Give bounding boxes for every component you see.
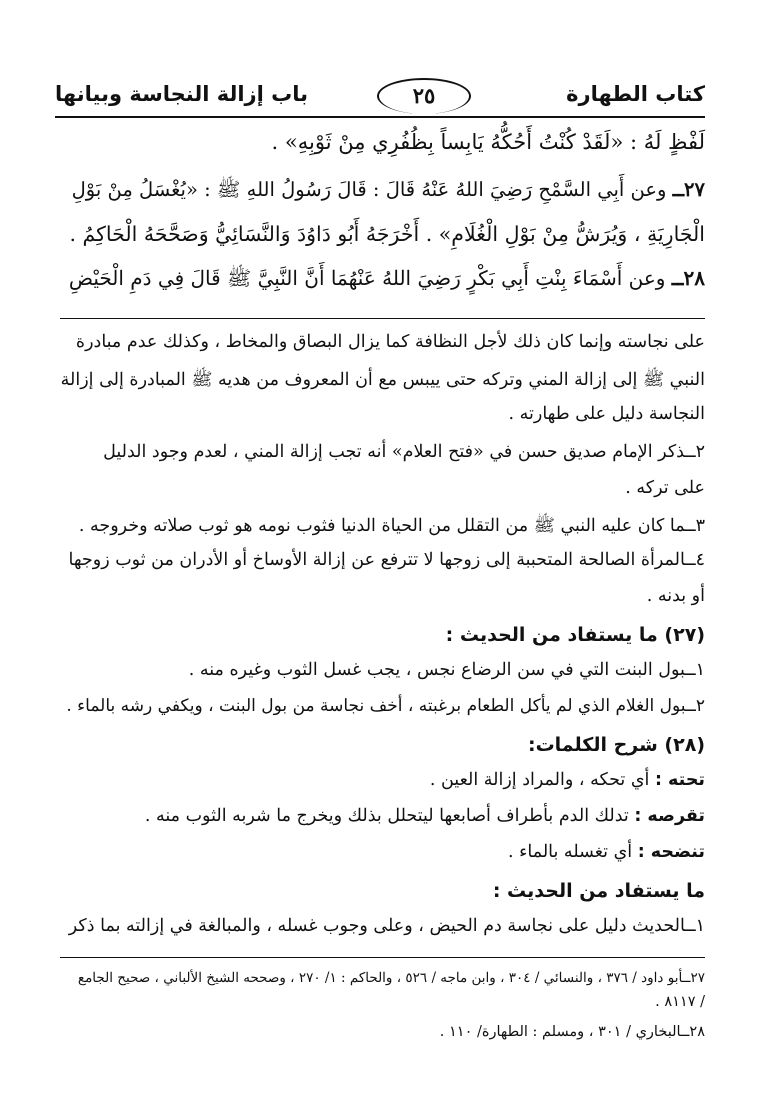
word-definition (60, 770, 705, 790)
note-line: النبي ﷺ إلى إزالة المني وتركه حتى ييبس مع أن المعروف من هديه ﷺ المبادرة إلى إزالة (60, 370, 705, 390)
section-heading: ما يستفاد من الحديث : (492, 880, 705, 902)
header-rule (55, 116, 705, 118)
note-line: ٣ــما كان عليه النبي ﷺ من التقلل من الحياة الدنيا فثوب نومه هو ثوب صلاته وخروجه . (78, 516, 705, 536)
definition-text: أي تغسله بالماء . (508, 842, 638, 862)
definition-text: تدلك الدم بأطراف أصابعها ليتحلل بذلك ويخرج ما شربه الثوب منه . (144, 806, 635, 826)
note-line: ٤ــالمرأة الصالحة المتحببة إلى زوجها لا تترفع عن إزالة الأوساخ أو الأدران من ثوب زوجها (68, 550, 705, 570)
note-line: على تركه . (625, 478, 705, 498)
word-definition (60, 806, 705, 826)
hadith-number: ٢٨ــ (671, 266, 705, 290)
section-divider (60, 318, 705, 319)
section-heading: (٢٧) ما يستفاد من الحديث : (445, 624, 705, 646)
hadith-27-line-1 (60, 178, 705, 206)
page-number: ٢٥ (377, 78, 471, 114)
book-title: كتاب الطهارة (566, 82, 705, 106)
defined-word: تنضحه : (637, 842, 705, 862)
word-definition (60, 842, 705, 862)
definition-text: أي تحكه ، والمراد إزالة العين . (429, 770, 655, 790)
hadith-text: لَفْظٍ لَهُ : «لَقَدْ كُنْتُ أَحُكُّهُ يَابِساً بِظُفُرِي مِنْ ثَوْبِهِ» . (271, 130, 705, 154)
hadith-text: الْجَارِيَةِ ، وَيُرَشُّ مِنْ بَوْلِ الْغُلَامِ» . أَخْرَجَهُ أَبُو دَاوُدَ وَالنَّسَائِيُّ وَصَحَّحَهُ الْحَاكِمُ . (69, 222, 705, 246)
hadith-28-line-1 (60, 266, 705, 295)
section-heading: (٢٨) شرح الكلمات: (527, 734, 705, 756)
note-line: النجاسة دليل على طهارته . (508, 404, 705, 424)
note-line: على نجاسته وإنما كان ذلك لأجل النظافة كما يزال البصاق والمخاط ، وكذلك عدم مبادرة (75, 332, 705, 352)
footnote-divider (60, 957, 705, 958)
hadith-text: وعن أَسْمَاءَ بِنْتِ أَبِي بَكْرٍ رَضِيَ اللهُ عَنْهُمَا أَنَّ النَّبِيَّ ﷺ قَالَ فِي دَمِ الْحَيْضِ (68, 266, 666, 290)
footnote-line: ٢٧ــأبو داود / ٣٧٦ ، والنسائي / ٣٠٤ ، وابن ماجه / ٥٢٦ ، والحاكم : ١/ ٢٧٠ ، وصححه الشيخ الألباني ، صحيح الجامع (77, 970, 705, 986)
note-line: أو بدنه . (646, 586, 705, 606)
benefit-item: ٢ــبول الغلام الذي لم يأكل الطعام برغبته ، أخف نجاسة من بول البنت ، ويكفي رشه بالماء . (66, 696, 705, 716)
benefit-item: ١ــالحديث دليل على نجاسة دم الحيض ، وعلى وجوب غسله ، والمبالغة في إزالته بما ذكر (68, 916, 705, 936)
benefit-item: ١ــبول البنت التي في سن الرضاع نجس ، يجب غسل الثوب وغيره منه . (188, 660, 705, 680)
hadith-line (60, 130, 705, 154)
hadith-number: ٢٧ــ (672, 178, 705, 201)
defined-word: تقرصه : (634, 806, 705, 826)
footnote-line: ٢٨ــالبخاري / ٣٠١ ، ومسلم : الطهارة/ ١١٠ . (439, 1024, 705, 1040)
defined-word: تحته : (654, 770, 705, 790)
footnote-line: / ٨١١٧ . (655, 994, 705, 1010)
chapter-title: باب إزالة النجاسة وبيانها (55, 82, 309, 106)
page-header (55, 78, 705, 118)
note-line: ٢ــذكر الإمام صديق حسن في «فتح العلام» أنه تجب إزالة المني ، لعدم وجود الدليل (103, 442, 705, 462)
hadith-text: وعن أَبِي السَّمْحِ رَضِيَ اللهُ عَنْهُ قَالَ : قَالَ رَسُولُ اللهِ ﷺ : «يُغْسَلُ مِنْ بَوْلِ (71, 178, 667, 201)
hadith-27-line-2 (60, 222, 705, 246)
